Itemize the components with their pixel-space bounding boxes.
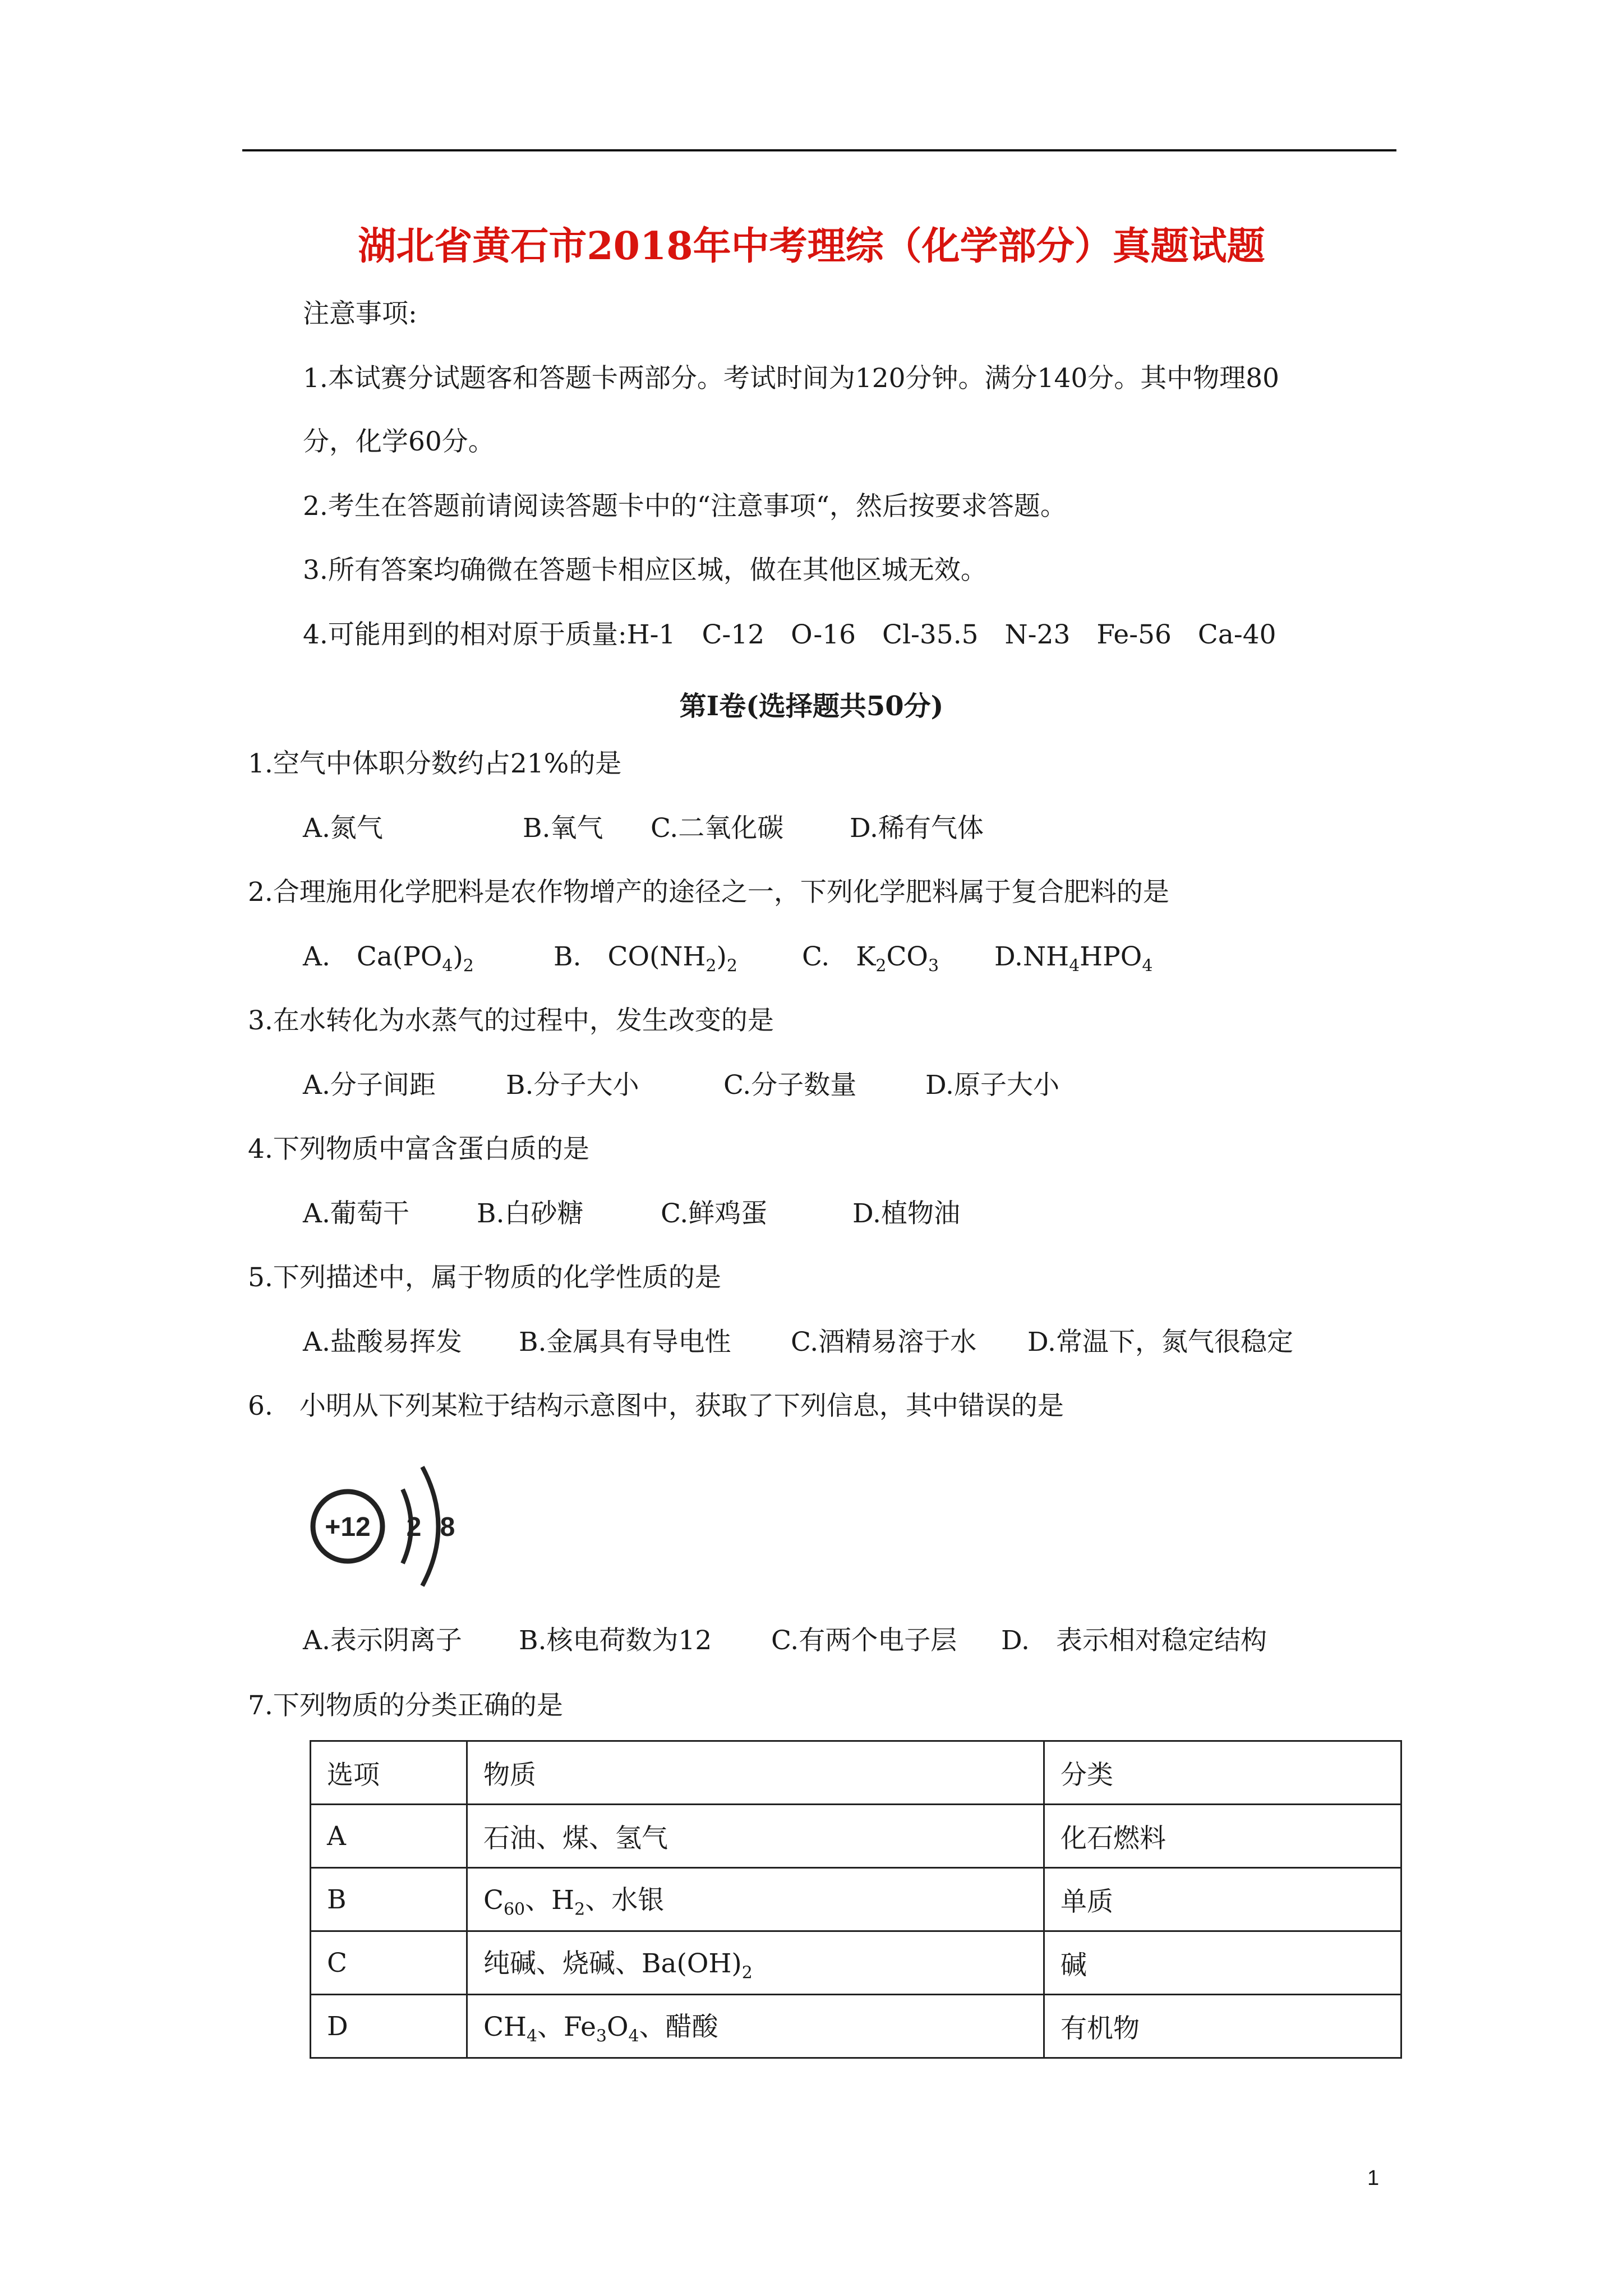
option-b: B.氧气 xyxy=(523,813,603,844)
option-a: A.分子间距 xyxy=(303,1070,436,1101)
option-d: $D.NH_4HPO_4$ xyxy=(994,941,1153,976)
option-c: C. $K_2CO_3$ xyxy=(802,941,939,976)
notice-item-1: 1.本试赛分试题客和答题卡两部分。考试时间为120分钟。满分140分。其中物理80 xyxy=(303,363,1280,394)
question-2-stem: 2.合理施用化学肥料是农作物增产的途径之一，下列化学肥料属于复合肥料的是 xyxy=(248,877,1169,908)
table-cell: A xyxy=(311,1805,467,1868)
option-d: D.原子大小 xyxy=(925,1070,1059,1101)
table-cell: B xyxy=(311,1868,467,1931)
option-c: C.鲜鸡蛋 xyxy=(661,1198,768,1229)
header-rule xyxy=(242,149,1396,151)
question-5-stem: 5.下列描述中，属于物质的化学性质的是 xyxy=(248,1262,721,1293)
option-b: B. $CO(NH_2)_2$ xyxy=(554,941,737,976)
option-d: D.常温下，氮气很稳定 xyxy=(1027,1327,1293,1358)
option-d: D.植物油 xyxy=(852,1198,960,1229)
option-b: B.分子大小 xyxy=(506,1070,639,1101)
table-row xyxy=(311,1868,1401,1931)
option-a: A. $Ca(PO_4)_2$ xyxy=(303,941,474,976)
table-cell: 有机物 xyxy=(1044,1995,1401,2058)
page-title: 湖北省黄石市2018年中考理综（化学部分）真题试题 xyxy=(358,224,1265,269)
shell-2-electrons: 8 xyxy=(440,1512,455,1542)
question-1-stem: 1.空气中体职分数约占21%的是 xyxy=(248,748,622,779)
table-cell: 石油、煤、氢气 xyxy=(467,1805,1044,1868)
question-3-stem: 3.在水转化为水蒸气的过程中，发生改变的是 xyxy=(248,1005,774,1036)
atomic-structure-diagram xyxy=(307,1456,476,1602)
option-a: A.盐酸易挥发 xyxy=(303,1327,462,1358)
table-header-cell: 物质 xyxy=(467,1741,1044,1805)
notice-item-2: 2.考生在答题前请阅读答题卡中的“注意事项“，然后按要求答题。 xyxy=(303,491,1067,522)
table-row xyxy=(311,1805,1401,1868)
question-6-stem: 6. 小明从下列某粒于结构示意图中，获取了下列信息，其中错误的是 xyxy=(248,1391,1064,1421)
table-cell: 单质 xyxy=(1044,1868,1401,1931)
option-b: B.金属具有导电性 xyxy=(519,1327,731,1358)
nucleus-charge: +12 xyxy=(325,1512,371,1542)
table-cell: 纯碱、烧碱、$Ba(OH)_2$ xyxy=(467,1931,1044,1995)
table-row xyxy=(311,1995,1401,2058)
option-d: D. 表示相对稳定结构 xyxy=(1001,1625,1267,1656)
notice-item-1-cont: 分，化学60分。 xyxy=(303,426,495,457)
notice-item-4: 4.可能用到的相对原于质量:H-1 C-12 O-16 Cl-35.5 N-23 Fe-56 Ca-40 xyxy=(303,619,1276,650)
table-cell: $CH_4$、$Fe_3O_4$、醋酸 xyxy=(467,1995,1044,2058)
table-cell: 碱 xyxy=(1044,1931,1401,1995)
option-c: C.酒精易溶于水 xyxy=(791,1327,977,1358)
classification-table xyxy=(310,1740,1402,2059)
question-7-stem: 7.下列物质的分类正确的是 xyxy=(248,1690,563,1721)
option-b: B.核电荷数为12 xyxy=(519,1625,712,1656)
table-header-row xyxy=(311,1741,1401,1805)
table-cell: C xyxy=(311,1931,467,1995)
question-4-stem: 4.下列物质中富含蛋白质的是 xyxy=(248,1134,589,1165)
table-header-cell: 选项 xyxy=(311,1741,467,1805)
table-cell: 化石燃料 xyxy=(1044,1805,1401,1868)
notice-item-3: 3.所有答案均确微在答题卡相应区城，做在其他区城无效。 xyxy=(303,555,987,586)
shell-1-electrons: 2 xyxy=(406,1512,422,1542)
table-row xyxy=(311,1931,1401,1995)
table-cell: D xyxy=(311,1995,467,2058)
option-a: A.表示阴离子 xyxy=(303,1625,462,1656)
option-b: B.白砂糖 xyxy=(477,1198,584,1229)
page-number: 1 xyxy=(1367,2166,1380,2190)
table-cell: $C_{60}$、$H_2$、水银 xyxy=(467,1868,1044,1931)
section-title: 第Ⅰ卷(选择题共50分) xyxy=(679,691,944,722)
option-a: A.氮气 xyxy=(303,813,383,844)
notice-heading: 注意事项: xyxy=(303,298,417,329)
option-d: D.稀有气体 xyxy=(850,813,984,844)
table-header-cell: 分类 xyxy=(1044,1741,1401,1805)
electron-shell-2 xyxy=(422,1467,439,1586)
option-c: C.二氧化碳 xyxy=(651,813,784,844)
option-c: C.分子数量 xyxy=(723,1070,857,1101)
option-a: A.葡萄干 xyxy=(303,1198,409,1229)
option-c: C.有两个电子层 xyxy=(771,1625,957,1656)
